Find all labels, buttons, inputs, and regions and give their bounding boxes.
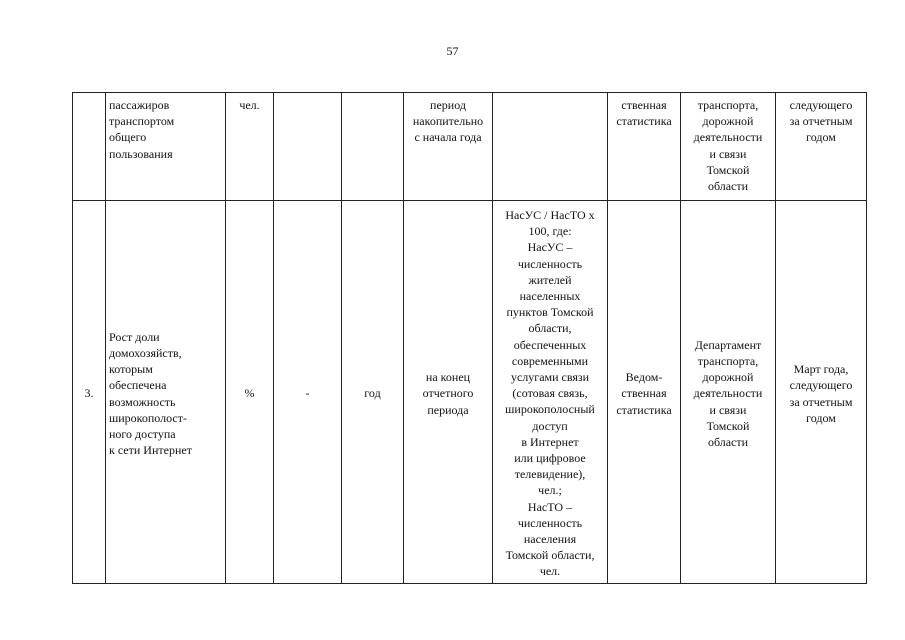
table-row-continued [73, 93, 867, 201]
cell-deadline: следующего за отчетным годом [776, 93, 867, 201]
cell-col4: - [274, 201, 342, 584]
cell-source: Ведом- ственная статистика [608, 201, 681, 584]
cell-indicator: пассажиров транспортом общего пользования [106, 93, 226, 201]
cell-col5 [342, 93, 404, 201]
page-number: 57 [446, 44, 459, 58]
cell-deadline: Март года, следующего за отчетным годом [776, 201, 867, 584]
cell-col5: год [342, 201, 404, 584]
table-row-3 [73, 201, 867, 584]
cell-period: на конец отчетного периода [404, 201, 493, 584]
cell-responsible: транспорта, дорожной деятельности и связи Томской области [681, 93, 776, 201]
cell-source: ственная статистика [608, 93, 681, 201]
cell-formula: НасУС / НасТО х 100, где: НасУС – численность жителей населенных пунктов Томской области, обеспеченных современными услугами связи (сотовая связь, широкополосный доступ в Интернет или цифровое телевидение), чел.; НасТО – численность населения Томской области, чел. [493, 201, 608, 584]
indicators-table [72, 92, 867, 584]
cell-formula [493, 93, 608, 201]
cell-unit: % [226, 201, 274, 584]
cell-responsible: Департамент транспорта, дорожной деятельности и связи Томской области [681, 201, 776, 584]
cell-unit: чел. [226, 93, 274, 201]
cell-number [73, 93, 106, 201]
cell-indicator: Рост доли домохозяйств, которым обеспечена возможность широкополост- ного доступа к сети Интернет [106, 201, 226, 584]
cell-period: период накопительно с начала года [404, 93, 493, 201]
cell-col4 [274, 93, 342, 201]
cell-number: 3. [73, 201, 106, 584]
